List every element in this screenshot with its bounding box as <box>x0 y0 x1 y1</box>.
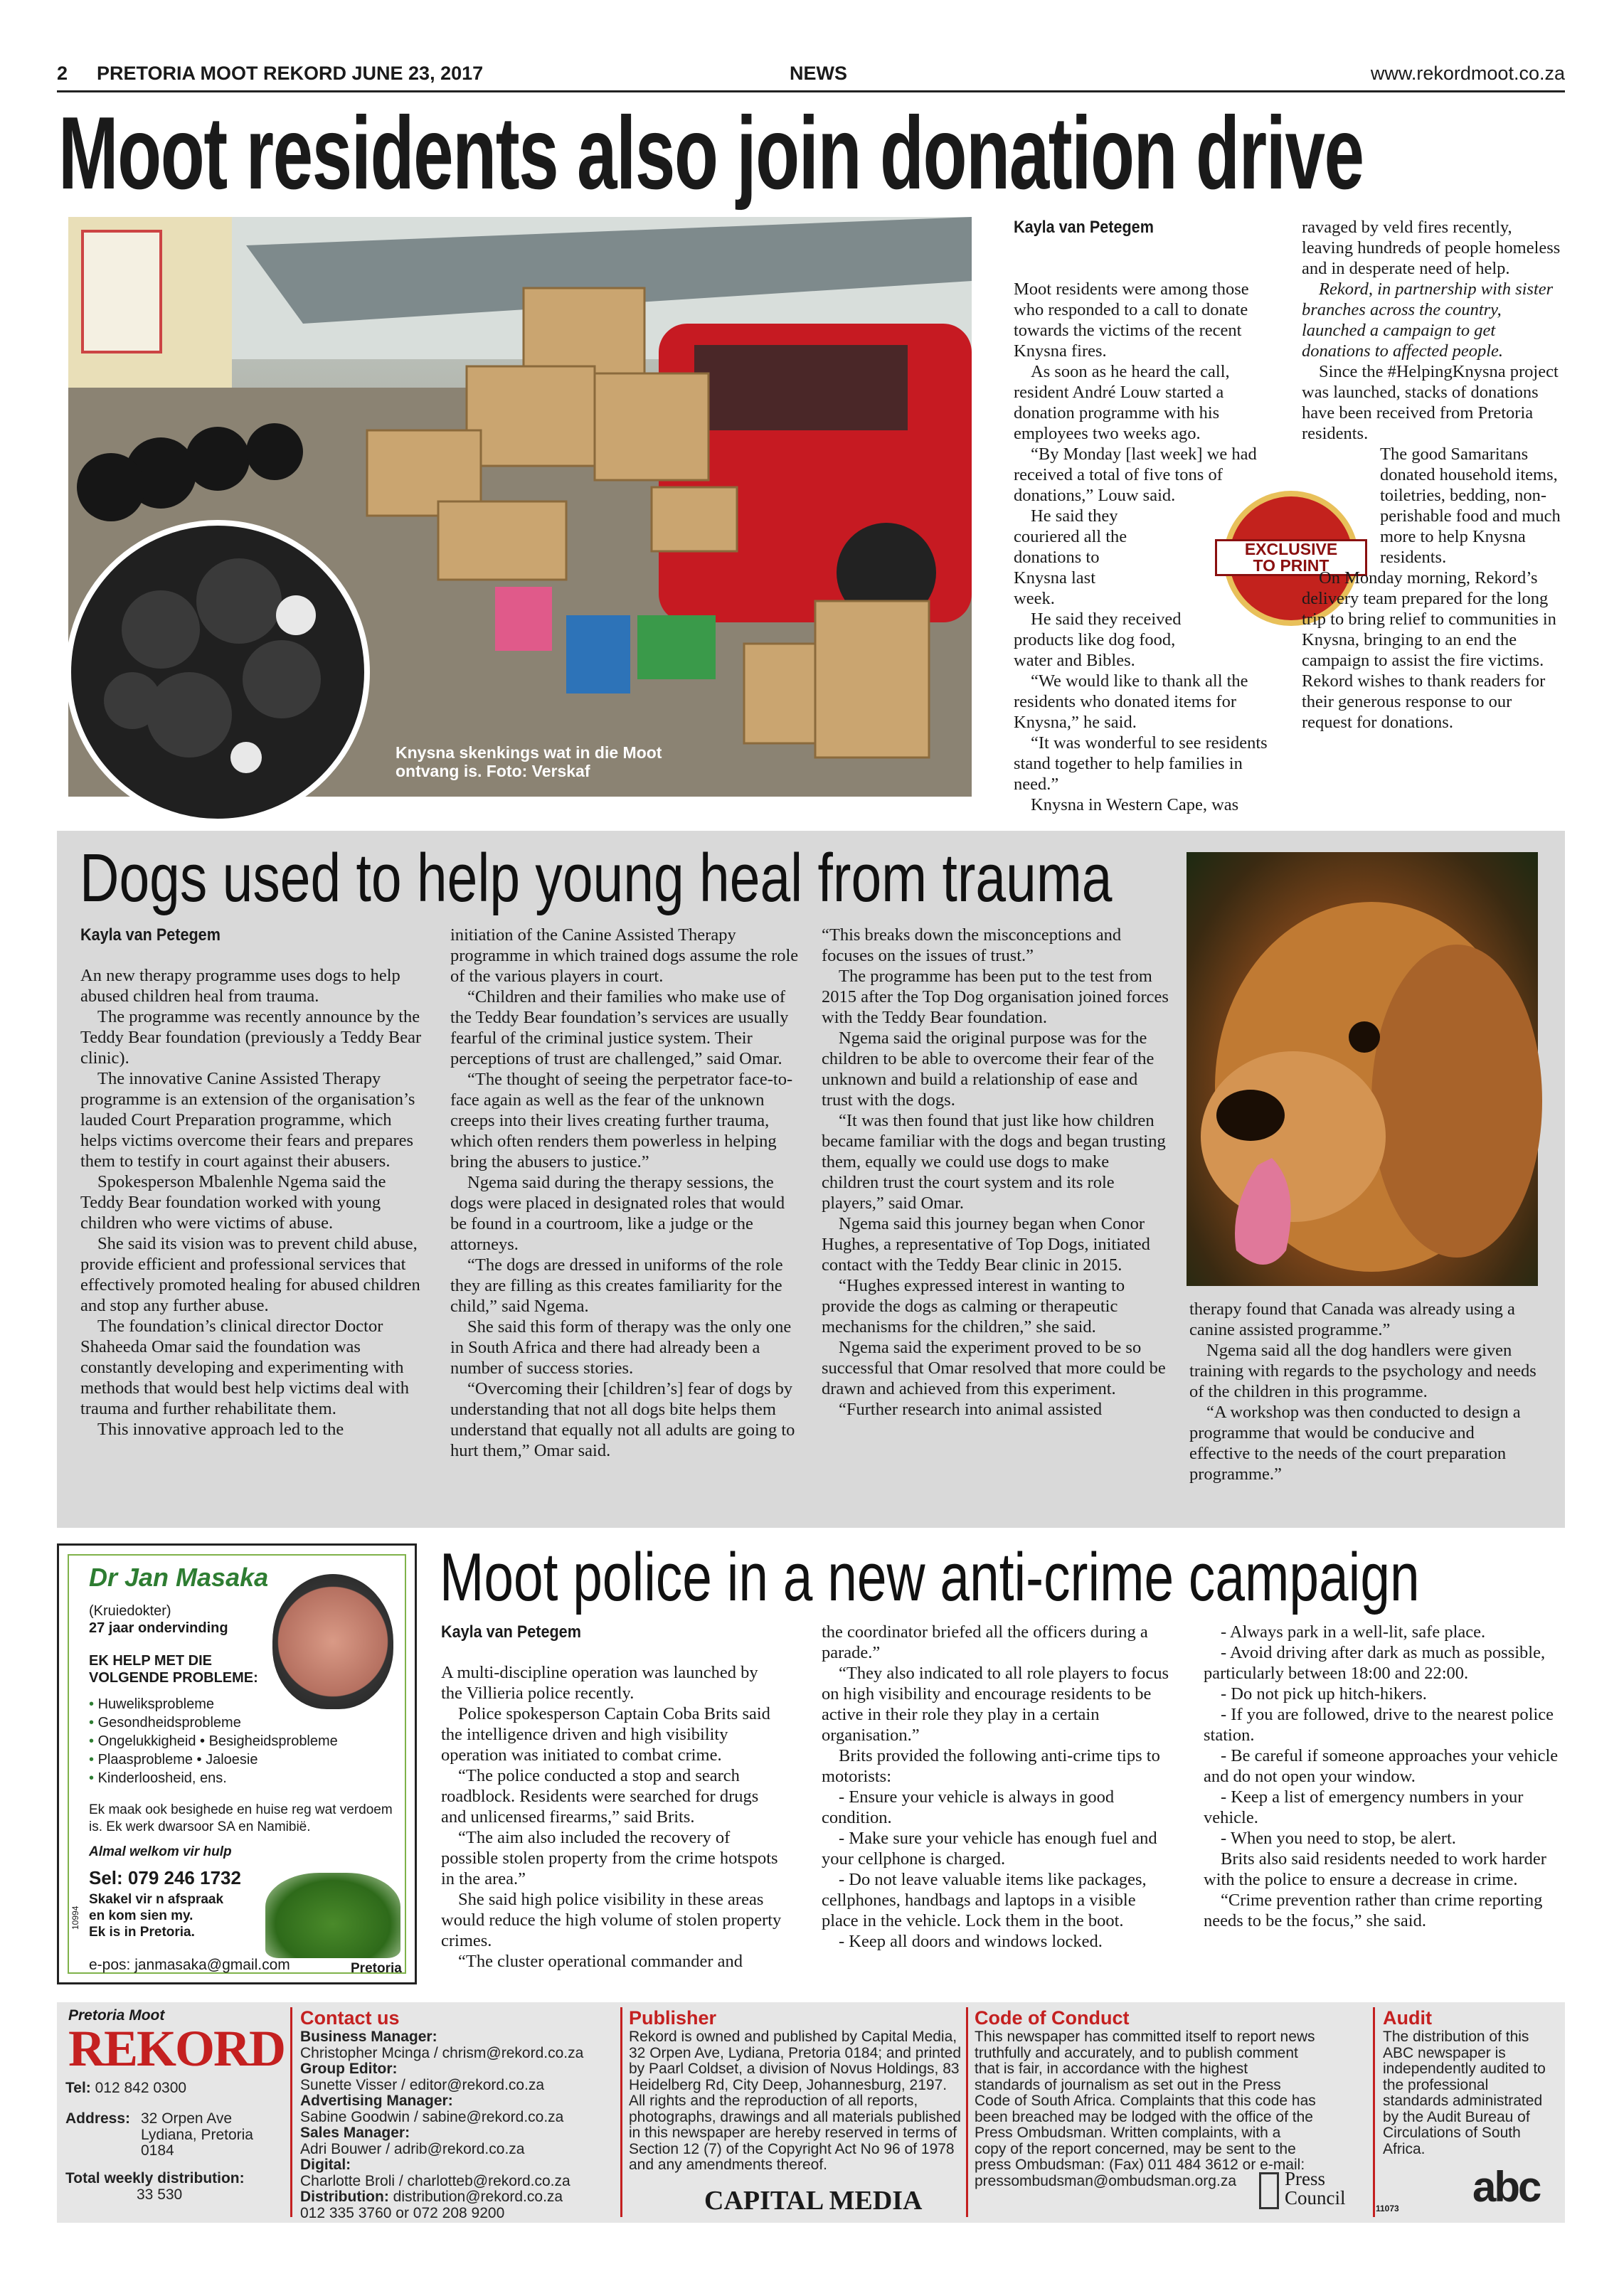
story3-para: - Keep a list of emergency numbers in your vehicle. <box>1204 1787 1524 1827</box>
ad-location: Pretoria <box>351 1961 402 1976</box>
publisher-section <box>629 2007 963 2174</box>
story2-para: She said its vision was to prevent child abuse, provide efficient and professional services that effectively promoted healing for abused children and stop any further abuse. <box>80 1234 420 1315</box>
story2-para: The foundation’s clinical director Doctor Shaheeda Omar said the foundation was constantly developing and experimenting with methods that would best help victims deal with trauma and further rehabilitate them. <box>80 1317 410 1418</box>
story2-para: “The dogs are dressed in uniforms of the role they are filling as this creates familiarity for the child,” said Ngema. <box>450 1255 783 1316</box>
story1-para: Rekord, in partnership with sister branches across the country, launched a campaign to get donations to affected people. <box>1302 280 1554 361</box>
story3-column-2 <box>822 1622 1170 1977</box>
story3-para: “The cluster operational commander and <box>458 1952 743 1971</box>
contact-title: Contact us <box>300 2007 400 2029</box>
advertisement-dr-jan-masaka <box>57 1543 417 1984</box>
dog-photo <box>1187 852 1538 1286</box>
footer-brand <box>68 2007 285 2077</box>
footer-tel <box>65 2080 279 2097</box>
story2-para: The programme has been put to the test from 2015 after the Top Dog organisation joined forces with the Teddy Bear foundation. <box>822 967 1169 1027</box>
story3-para: “They also indicated to all role players to focus on high visibility and encourage residents to be active in their role they play in a certain organisation.” <box>822 1664 1169 1745</box>
divider <box>290 2007 292 2217</box>
contact-person[interactable]: Charlotte Broli / charlotteb@rekord.co.za <box>300 2172 570 2189</box>
brand-top: Pretoria Moot <box>68 2007 165 2024</box>
story1-para: Since the #HelpingKnysna project was launched, stacks of donations have been received from Pretoria residents. <box>1302 362 1559 443</box>
ad-welcome: Almal welkom vir hulp <box>89 1844 232 1859</box>
council-word: Council <box>1285 2187 1346 2209</box>
distribution-label: Total weekly distribution: <box>65 2170 245 2186</box>
story2-para: She said this form of therapy was the only one in South Africa and there had already been a number of success stories. <box>450 1317 792 1378</box>
story2-para: This innovative approach led to the <box>97 1420 344 1439</box>
story2-para: therapy found that Canada was already using a canine assisted programme.” <box>1189 1300 1515 1339</box>
footer-address <box>141 2111 283 2159</box>
story3-para: - Ensure your vehicle is always in good condition. <box>822 1787 1115 1827</box>
story2-column-3 <box>822 925 1170 1515</box>
footer-distribution <box>65 2171 279 2203</box>
distribution-email[interactable]: distribution@rekord.co.za <box>393 2189 563 2205</box>
contact-role: Group Editor: <box>300 2061 398 2077</box>
tel-value[interactable]: 012 842 0300 <box>95 2080 187 2096</box>
abc-logo: abc <box>1472 2163 1540 2211</box>
donations-photo <box>68 217 972 797</box>
ad-years: 27 jaar ondervinding <box>89 1620 228 1636</box>
story2-para: “This breaks down the misconceptions and focuses on the issues of trust.” <box>822 925 1122 965</box>
story1-para: On Monday morning, Rekord’s delivery team prepared for the long trip to bring relief to communities in Knysna, bringing to an end the campaign to assist the fire victims. Rekord wishes to thank readers for their generous response to our request for donations. <box>1302 568 1556 732</box>
headline-anti-crime: Moot police in a new anti-crime campaign <box>440 1539 1420 1615</box>
paper-name-date: PRETORIA MOOT REKORD JUNE 23, 2017 <box>97 63 484 84</box>
contact-person[interactable]: Adri Bouwer / adrib@rekord.co.za <box>300 2140 525 2157</box>
contact-role: Business Manager: <box>300 2029 437 2045</box>
story2-para: “Further research into animal assisted <box>839 1400 1103 1419</box>
badge-line1: EXCLUSIVE <box>1244 540 1338 558</box>
story1-byline: Kayla van Petegem <box>1014 218 1154 237</box>
story1-para: The good Samaritans donated household items, toiletries, bedding, non-perishable food and much more to help Knysna residents. <box>1380 445 1561 567</box>
ad-item-text: Plaasprobleme • Jaloesie <box>97 1752 258 1768</box>
story3-column-3 <box>1204 1622 1559 1977</box>
ad-item-text: Ongelukkigheid • Besigheidsprobleme <box>97 1733 338 1749</box>
ad-appt-line1: Skakel vir n afspraak <box>89 1892 224 1907</box>
story3-para: - Do not leave valuable items like packages, cellphones, handbags and laptops in a visible place in the vehicle. Lock them in the boot. <box>822 1870 1147 1930</box>
ad-intro <box>89 1603 274 1637</box>
story2-byline: Kayla van Petegem <box>80 925 221 945</box>
story2-column-2 <box>450 925 799 1515</box>
contact-role: Sales Manager: <box>300 2125 410 2141</box>
press-word: Press <box>1285 2168 1326 2189</box>
story1-para: “By Monday [last week] we had received a total of five tons of donations,” Louw said. <box>1014 445 1257 505</box>
ad-problem-list <box>89 1695 395 1787</box>
story1-para: “We would like to thank all the residents who donated items for Knysna,” he said. <box>1014 671 1248 732</box>
ad-email[interactable]: e-pos: janmasaka@gmail.com <box>89 1957 290 1973</box>
badge-line2: TO PRINT <box>1253 556 1329 575</box>
story2-para: Ngema said this journey began when Conor Hughes, a representative of Top Dogs, initiated contact with the Teddy Bear clinic in 2015. <box>822 1214 1150 1275</box>
story1-para: He said they received products like dog food, water and Bibles. <box>1014 610 1182 670</box>
footer-address-label <box>65 2111 137 2127</box>
golden-retriever-art <box>1187 852 1538 1286</box>
story3-para: - Keep all doors and windows locked. <box>839 1932 1103 1951</box>
section-label: NEWS <box>790 63 847 84</box>
conduct-title: Code of Conduct <box>975 2007 1130 2029</box>
divider <box>966 2007 968 2217</box>
ad-item-text: Gesondheidsprobleme <box>97 1715 241 1731</box>
distribution-phone: 012 335 3760 or 072 208 9200 <box>300 2204 505 2221</box>
contact-section <box>300 2007 620 2221</box>
divider <box>1373 2007 1375 2217</box>
ad-item-text: Kinderloosheid, ens. <box>97 1770 227 1786</box>
capital-media-logo: CAPITAL MEDIA <box>704 2186 923 2216</box>
contact-person[interactable]: Christopher Mcinga / chrism@rekord.co.za <box>300 2044 584 2061</box>
ad-help <box>89 1652 302 1686</box>
story2-para: Ngema said during the therapy sessions, the dogs were placed in designated roles that would be found in a courtroom, like a judge or the attorneys. <box>450 1173 785 1254</box>
story2-column-4 <box>1189 1299 1538 1512</box>
ad-note: Ek maak ook besighede en huise reg wat verdoem is. Ek werk dwarsoor SA en Namibië. <box>89 1802 393 1834</box>
story1-column-2 <box>1302 217 1565 800</box>
ad-name: Dr Jan Masaka <box>89 1563 269 1592</box>
herbs-icon <box>265 1873 400 1958</box>
story2-para: Ngema said all the dog handlers were given training with regards to the psychology and needs of the children in this programme. <box>1189 1341 1536 1401</box>
ad-item-text: Huweliksprobleme <box>97 1696 214 1712</box>
story2-para: Ngema said the original purpose was for the children to be able to overcome their fear of the unknown and build a relationship of ease and trust with the dogs. <box>822 1029 1154 1110</box>
audit-title: Audit <box>1383 2007 1432 2029</box>
distribution-email-label: Distribution: <box>300 2189 389 2205</box>
ad-item: • Huweliksprobleme <box>89 1696 214 1712</box>
story3-column-1 <box>441 1622 782 1977</box>
tel-label: Tel: <box>65 2080 91 2096</box>
conduct-text: This newspaper has committed itself to report news truthfully and accurately, and to publish comment that is fair, in accordance with the highest standards of journalism as set out in the Press Code of South Africa. Complaints that this code has been breached may be lodged with the office of the Press Ombudsman. Written complaints, with a copy of the report concerned, may be sent to the press Ombudsman: (Fax) 011 484 3612 or e-mail: pressombudsman@ombudsman.org.za <box>975 2029 1316 2189</box>
story3-para: - Avoid driving after dark as much as possible, particularly between 18:00 and 22:00. <box>1204 1643 1546 1683</box>
story3-para: the coordinator briefed all the officers during a parade.” <box>822 1622 1148 1662</box>
divider <box>620 2007 622 2217</box>
story3-byline: Kayla van Petegem <box>441 1622 581 1642</box>
page-header <box>57 55 1565 92</box>
ad-item: • Gesondheidsprobleme <box>89 1715 241 1731</box>
audit-section <box>1383 2007 1554 2157</box>
contact-person[interactable]: Sabine Goodwin / sabine@rekord.co.za <box>300 2108 564 2125</box>
story2-para: initiation of the Canine Assisted Therapy programme in which trained dogs assume the role of the various players in court. <box>450 925 799 986</box>
story3-para: Police spokesperson Captain Coba Brits said the intelligence driven and high visibility operation was initiated to combat crime. <box>441 1704 770 1765</box>
ad-item: • Plaasprobleme • Jaloesie <box>89 1752 258 1768</box>
ad-where: Ek is in Pretoria. <box>89 1925 195 1940</box>
donations-photo-art <box>68 217 972 797</box>
headline-dogs-trauma: Dogs used to help young heal from trauma <box>80 840 1113 916</box>
story2-para: The innovative Canine Assisted Therapy programme is an extension of the organisation’s lauded Court Preparation programme, which helps victims overcome their fears and prepares them to testify in court against their abusers. <box>80 1069 415 1171</box>
story2-para: “Children and their families who make use of the Teddy Bear foundation’s services are usually fearful of the criminal justice system. Their perceptions of trust are challenged,” said Omar. <box>450 987 789 1068</box>
story2-para: “A workshop was then conducted to design a programme that would be conducive and effective to the needs of the court preparation programme.” <box>1189 1403 1521 1484</box>
story3-para: Brits provided the following anti-crime tips to motorists: <box>822 1746 1160 1786</box>
audit-code: 11073 <box>1376 2204 1399 2213</box>
story1-para: ravaged by veld fires recently, leaving hundreds of people homeless and in desperate need of help. <box>1302 218 1561 278</box>
address-line: Lydiana, Pretoria <box>141 2126 253 2143</box>
address-line: 32 Orpen Ave <box>141 2110 233 2127</box>
story1-para: Moot residents were among those who responded to a call to donate towards the victims of the recent Knysna fires. <box>1014 280 1249 361</box>
ad-help-line2: VOLGENDE PROBLEME: <box>89 1670 258 1686</box>
brand-logo: REKORD <box>68 2020 285 2077</box>
ad-appt-line2: en kom sien my. <box>89 1908 193 1923</box>
press-council-icon <box>1259 2172 1279 2209</box>
story3-para: “Crime prevention rather than crime reporting needs to be the focus,” she said. <box>1204 1891 1543 1930</box>
story3-para: - Make sure your vehicle has enough fuel and your cellphone is charged. <box>822 1829 1157 1869</box>
story2-para: The programme was recently announce by the Teddy Bear foundation (previously a Teddy Bear clinic). <box>80 1007 422 1068</box>
ad-item: • Ongelukkigheid • Besigheidsprobleme <box>89 1733 338 1749</box>
contact-person[interactable]: Sunette Visser / editor@rekord.co.za <box>300 2076 545 2093</box>
contact-role: Advertising Manager: <box>300 2093 453 2109</box>
story2-para: “Overcoming their [children’s] fear of dogs by understanding that not all dogs bite helps them understand that equally not all adults are going to hurt them,” Omar said. <box>450 1379 795 1460</box>
audit-text: The distribution of this ABC newspaper is independently audited to the professional standards administrated by the Audit Bureau of Circulations of South Africa. <box>1383 2029 1546 2157</box>
ad-portrait <box>272 1574 393 1709</box>
story3-para: - When you need to stop, be alert. <box>1221 1829 1456 1848</box>
story2-para: “It was then found that just like how children became familiar with the dogs and began trusting them, equally we could use dogs to make children trust the court system and its role players,” said Omar. <box>822 1111 1166 1213</box>
story3-para: “The aim also included the recovery of possible stolen property from the crime hotspots in the area.” <box>441 1828 778 1888</box>
contact-role: Digital: <box>300 2157 351 2173</box>
story1-para: He said they couriered all the donations to Knysna last week. <box>1014 506 1127 608</box>
story3-para: - Always park in a well-lit, safe place. <box>1221 1622 1486 1642</box>
website-link[interactable]: www.rekordmoot.co.za <box>1370 63 1565 84</box>
story2-para: Spokesperson Mbalenhle Ngema said the Teddy Bear foundation worked with young children who were victims of abuse. <box>80 1172 386 1233</box>
story3-para: A multi-discipline operation was launched by the Villieria police recently. <box>441 1663 758 1703</box>
ad-item: • Kinderloosheid, ens. <box>89 1770 227 1786</box>
story3-para: “The police conducted a stop and search roadblock. Residents were searched for drugs and unlicensed firearms,” said Brits. <box>441 1766 759 1827</box>
ad-code: 10994 <box>70 1906 80 1930</box>
story1-para: “It was wonderful to see residents stand together to help families in need.” <box>1014 733 1268 794</box>
ad-appointment <box>89 1891 245 1940</box>
address-line: 0184 <box>141 2142 174 2159</box>
distribution-value: 33 530 <box>137 2186 183 2203</box>
story2-para: Ngema said the experiment proved to be so successful that Omar resolved that more could be drawn and achieved from this experiment. <box>822 1338 1166 1398</box>
story2-para: An new therapy programme uses dogs to help abused children heal from trauma. <box>80 966 400 1006</box>
story3-para: - Do not pick up hitch-hikers. <box>1221 1684 1427 1704</box>
story2-para: “The thought of seeing the perpetrator face-to-face again as well as the fear of the unknown creeps into their lives creating further trauma, which often renders them powerless in helping bring the abusers to justice.” <box>450 1070 793 1171</box>
ad-help-line1: EK HELP MET DIE <box>89 1653 212 1669</box>
story3-para: She said high police visibility in these areas would reduce the high volume of stolen property crimes. <box>441 1890 782 1950</box>
press-council-logo <box>1259 2169 1352 2212</box>
story2-column-1 <box>80 925 429 1515</box>
publisher-title: Publisher <box>629 2007 717 2029</box>
story3-para: - Be careful if someone approaches your vehicle and do not open your window. <box>1204 1746 1559 1786</box>
story1-para: As soon as he heard the call, resident André Louw started a donation programme with his employees two weeks ago. <box>1014 362 1230 443</box>
photo-caption: Knysna skenkings wat in die Moot ontvang is. Foto: Verskaf <box>396 743 662 780</box>
address-label: Address: <box>65 2110 131 2127</box>
story3-para: Brits also said residents needed to work harder with the police to ensure a decrease in crime. <box>1204 1849 1546 1889</box>
story1-para: Knysna in Western Cape, was <box>1031 795 1239 814</box>
page-number: 2 <box>57 63 68 84</box>
headline-donation-drive: Moot residents also join donation drive <box>58 95 1364 211</box>
ad-phone[interactable]: Sel: 079 246 1732 <box>89 1867 241 1888</box>
story2-para: “Hughes expressed interest in wanting to provide the dogs as calming or therapeutic mechanisms for the children,” she said. <box>822 1276 1125 1336</box>
story3-para: - If you are followed, drive to the nearest police station. <box>1204 1705 1554 1745</box>
publisher-text: Rekord is owned and published by Capital Media, 32 Orpen Ave, Lydiana, Pretoria 0184; and printed by Paarl Coldset, a division of Novus Holdings, 83 Heidelberg Rd, City Deep, Johannesburg, 2197. All rights and the reproduction of all reports, photographs, drawings and all materials published in this newspaper are hereby reserved in terms of Section 12 (7) of the Copyright Act No 96 of 1978 and any amendments thereof. <box>629 2029 961 2173</box>
story1-column-1 <box>1014 217 1277 814</box>
conduct-section <box>975 2007 1316 2189</box>
ad-sub: (Kruiedokter) <box>89 1603 171 1619</box>
